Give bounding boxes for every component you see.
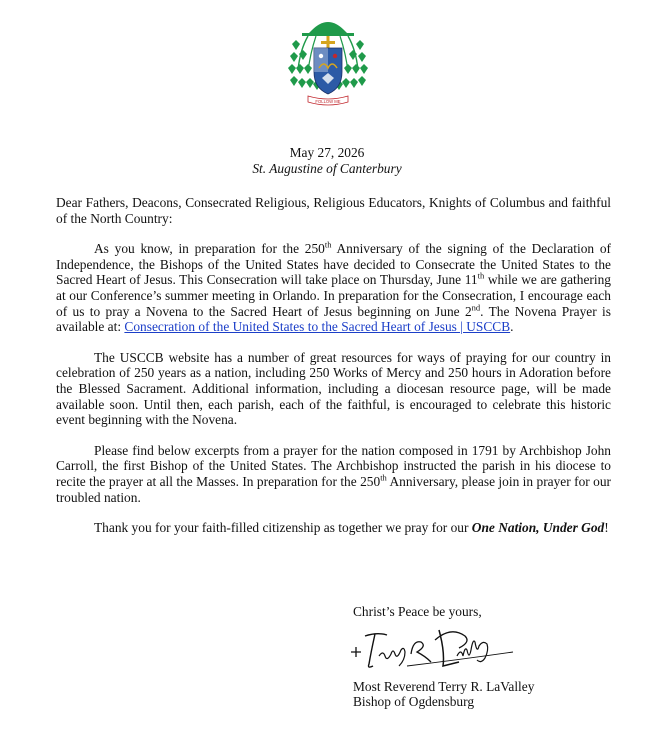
paragraph-consecration: [56, 241, 611, 335]
text-span: Thank you for your faith-filled citizenship as together we pray for our: [94, 520, 472, 536]
handwritten-signature: [347, 622, 517, 672]
superscript: th: [477, 270, 485, 281]
text-span: Anniversary, please join in prayer for our troubled nation.: [56, 473, 611, 505]
signature-text: + Terry R. LaValley: [347, 622, 355, 623]
text-span: .: [510, 319, 514, 335]
paragraph-prayer: [56, 443, 611, 505]
text-span: while we are gathering at our Conference’s summer meeting in Orlando. In preparation for the Consecration, I encourage each of us to pray a Novena to the Sacred Heart of Jesus beginning on June 2: [56, 272, 611, 319]
signer-block: [353, 679, 613, 709]
letter-date: May 27, 2026: [289, 145, 365, 160]
text-span: !: [604, 520, 609, 536]
text-span: . The Novena Prayer is available at:: [56, 303, 611, 335]
emphasis-one-nation: One Nation, Under God: [471, 520, 605, 536]
usccb-consecration-link[interactable]: Consecration of the United States to the Sacred Heart of Jesus | USCCB: [124, 319, 511, 335]
signer-name: Most Reverend Terry R. LaValley: [353, 679, 535, 694]
text-span: Anniversary of the signing of the Declaration of Independence, the Bishops of the United States have decided to Consecrate the United States to the Sacred Heart of Jesus. This Consecration will take place on Thursday, June 11: [56, 241, 611, 288]
text-span: Please find below excerpts from a prayer for the nation composed in 1791 by Archbishop John Carroll, the first Bishop of the United States. The Archbishop instructed the parish in his diocese to recite the prayer at all the Masses. In preparation for the 250: [56, 442, 611, 489]
superscript: nd: [471, 302, 481, 313]
date-block: [0, 145, 654, 177]
superscript: th: [324, 239, 332, 250]
feast-day: St. Augustine of Canterbury: [252, 161, 402, 176]
coat-of-arms-icon: [288, 10, 368, 108]
signer-title: Bishop of Ogdensburg: [353, 694, 475, 709]
closing-line: Christ’s Peace be yours,: [353, 604, 482, 619]
salutation: Dear Fathers, Deacons, Consecrated Religious, Religious Educators, Knights of Columbus and faithful of the North Country:: [56, 195, 611, 226]
paragraph-resources: The USCCB website has a number of great resources for ways of praying for our country in celebration of 250 years as a nation, including 250 Works of Mercy and 250 hours in Adoration before the Blessed Sacrament. Additional information, including a diocesan resource page, will be made available soon. Until then, each parish, each of the faithful, is encouraged to celebrate this historic event beginning with the Novena.: [56, 349, 611, 428]
superscript: th: [380, 472, 387, 483]
text-span: As you know, in preparation for the 250: [94, 241, 325, 257]
letter-body: [56, 195, 611, 551]
motto-text: FOLLOW ME: [315, 99, 341, 104]
paragraph-thanks: [56, 520, 611, 536]
